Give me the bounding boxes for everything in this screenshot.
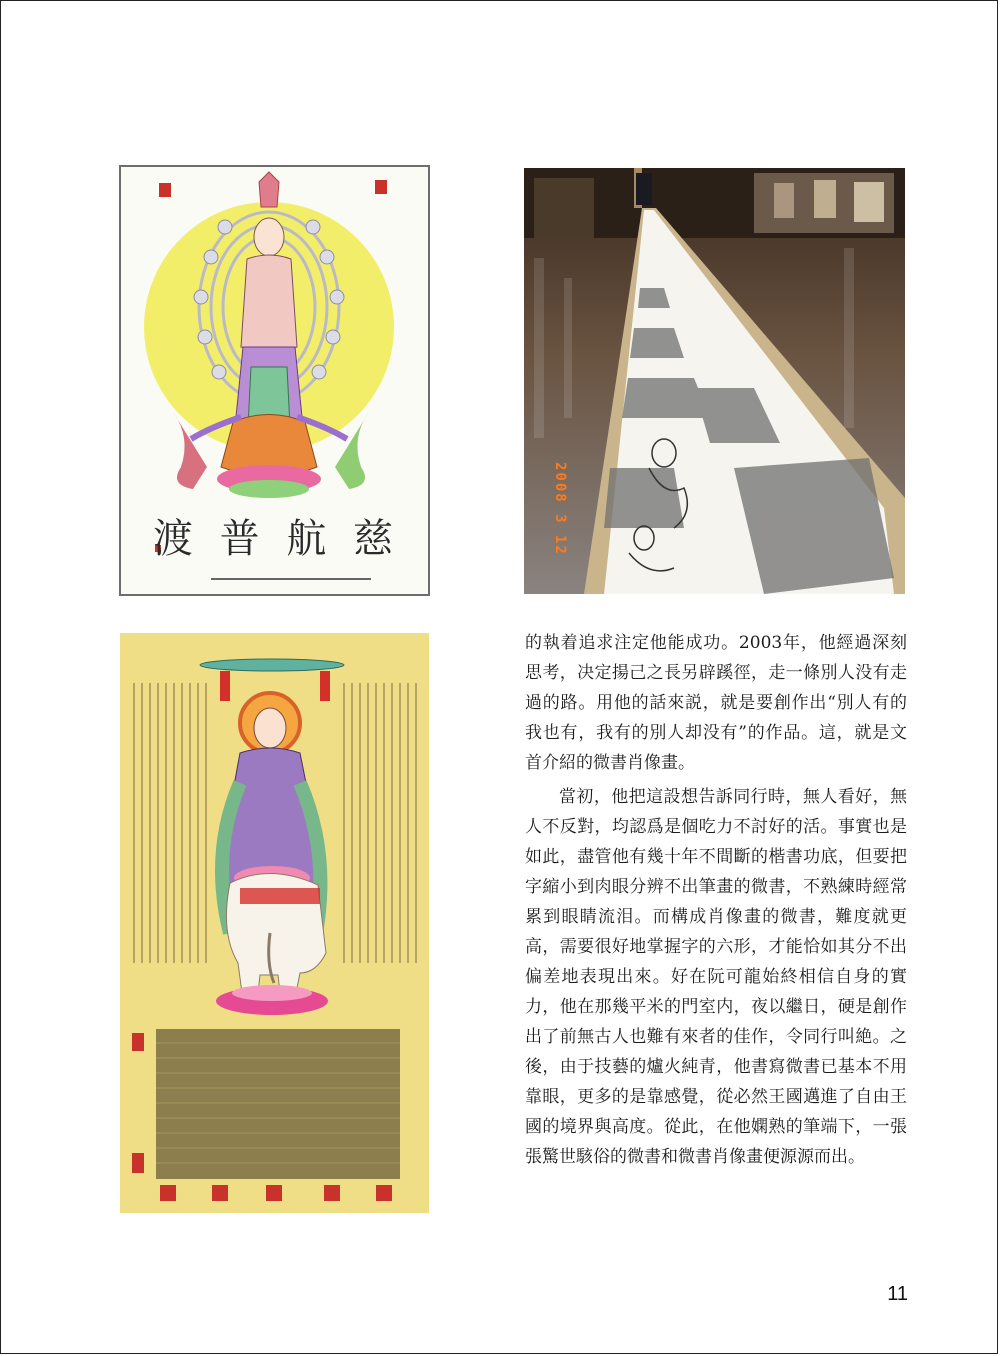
bodhisattva-painting <box>119 165 430 596</box>
caption-char: 航 <box>286 516 327 562</box>
caption-char: 普 <box>219 516 260 562</box>
article-paragraph: 當初，他把這設想告訴同行時，無人看好，無人不反對，均認爲是個吃力不討好的活。事實也是如此，盡管他有幾十年不間斷的楷書功底，但要把字縮小到肉眼分辨不出筆畫的微書，不熟練時經常累到眼睛流泪。而構成肖像畫的微書，難度就更高，需要很好地掌握字的六形，才能恰如其分不出偏差地表現出來。好在阮可龍始終相信自身的實力，他在那幾平米的門室内，夜以繼日，硬是創作出了前無古人也難有來者的佳作，令同行叫絶。之後，由于技藝的爐火純青，他書寫微書已基本不用靠眼，更多的是靠感覺，從必然王國邁進了自由王國的境界與高度。從此，在他嫻熟的筆端下，一張張驚世駭俗的微書和微書肖像畫便源源而出。 <box>525 787 907 1167</box>
photo-date-stamp: 2008 3 12 <box>552 462 568 556</box>
article-paragraph: 的執着追求注定他能成功。2003年，他經過深刻思考，决定揚己之長另辟蹊徑，走一條別人没有走過的路。用他的話來説，就是要創作出“別人有的我也有，我有的別人却没有”的作品。這，就是文首介紹的微書肖像畫。 <box>525 633 907 773</box>
samantabhadra-scroll <box>120 633 429 1213</box>
caption-char: 慈 <box>352 516 393 562</box>
caption-char: 渡 <box>153 516 193 562</box>
painting-caption <box>153 516 393 562</box>
article-body <box>525 628 907 1172</box>
page-number: 11 <box>887 1283 908 1305</box>
scroll-photo <box>524 168 905 594</box>
